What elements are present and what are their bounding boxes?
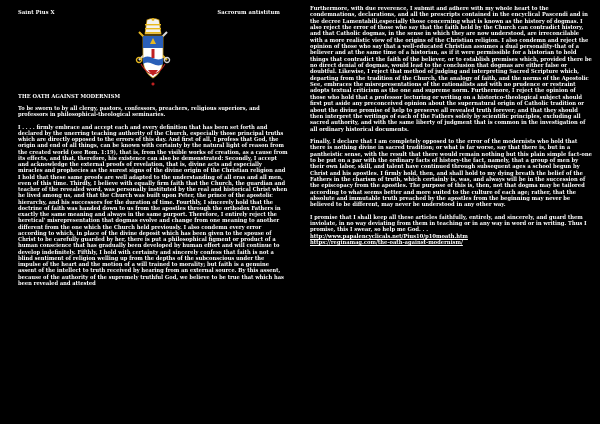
papal-coat-of-arms-icon: [135, 18, 171, 90]
left-column: [18, 10, 288, 422]
intro-paragraph: To be sworn to by all clergy, pastors, confessors, preachers, religious superiors, and professors in philosophical-theological seminaries.: [18, 106, 260, 119]
oath-paragraph-furthermore: Furthermore, with due reverence, I submit and adhere with my whole heart to the condemnations, declarations, and all the prescripts contained in the encyclical Pascendi and in the decree Lamentabili,especially those concerning what is known as the history of dogmas. I also reject the error of those who say that the faith held by the Church can contradict history, and that Catholic dogmas, in the sense in which they are now understood, are irreconcilable with a more realistic view of the origins of the Christian religion. I also condemn and reject the opinion of those who say that a well-educated Christian assumes a dual personality-that of a believer and at the same time of a historian, as if it were permissible for a historian to hold things that contradict the faith of the believer, or to establish premises which, provided there be no direct denial of dogmas, would lead to the conclusion that dogmas are either false or doubtful. Likewise, I reject that method of judging and interpreting Sacred Scripture which, departing from the tradition of the Church, the analogy of faith, and the norms of the Apostolic See, embraces the misrepresentations of the rationalists and with no prudence or restraint adopts textual criticism as the one and supreme norm. Furthermore, I reject the opinion of those who hold that a professor lecturing or writing on a historico-theological subject should first put aside any preconceived opinion about the supernatural origin of Catholic tradition or about the divine promise of help to preserve all revealed truth forever; and that they should then interpret the writings of each of the Fathers solely by scientific principles, excluding all sacred authority, and with the same liberty of judgment that is common in the investigation of all ordinary historical documents.: [310, 6, 592, 133]
oath-paragraph-finally: Finally, I declare that I am completely opposed to the error of the modernists who hold that there is nothing divine in sacred tradition; or what is far worse, say that there is, but in a pantheistic sense, with the result that there would remain nothing but this plain simple fact-one to be put on a par with the ordinary facts of history-the fact, namely, that a group of men by their own labor, skill, and talent have continued through subsequent ages a school begun by Christ and his apostles. I firmly hold, then, and shall hold to my dying breath the belief of the Fathers in the charism of truth, which certainly is, was, and always will be in the succession of the episcopacy from the apostles. The purpose of this is, then, not that dogma may be tailored according to what seems better and more suited to the culture of each age; rather, that the absolute and immutable truth preached by the apostles from the beginning may never be believed to be different, may never be understood in any other way.: [310, 138, 592, 209]
source-link-papalencyclicals[interactable]: http://www.papalencyclicals.net/Pius10/p10moath.htm: [310, 233, 468, 240]
source-link-reginamag[interactable]: https://reginamag.com/the-oath-against-modernism/: [310, 240, 463, 247]
page-header: [18, 10, 288, 16]
oath-paragraph-promise: I promise that I shall keep all these articles faithfully, entirely, and sincerely, and guard them inviolate, in no way deviating from them in teaching or in any way in word or in writing. Thus I promise, this I swear, so help me God. . .: [310, 214, 587, 234]
header-left-text: Saint Pius X: [18, 10, 55, 16]
right-column: [310, 6, 592, 422]
document-title: THE OATH AGAINST MODERNISM: [18, 94, 121, 100]
oath-body-paragraph: I . . . . firmly embrace and accept each and every definition that has been set forth and declared by the unerring teaching authority of the Church, especially those principal truths which are directly opposed to the errors of this day. And first of all, I profess that God, the origin and end of all things, can be known with certainty by the natural light of reason from the created world (see Rom. 1:19), that is, from the visible works of creation, as a cause from its effects, and that, therefore, his existence can also be demonstrated: Secondly, I accept and acknowledge the external proofs of revelation, that is, divine acts and especially miracles and prophecies as the surest signs of the divine origin of the Christian religion and I hold that these same proofs are well adapted to the understanding of all eras and all men, even of this time. Thirdly, I believe with equally firm faith that the Church, the guardian and teacher of the revealed word, was personally instituted by the real and historical Christ when he lived among us, and that the Church was built upon Peter, the prince of the apostolic hierarchy, and his successors for the duration of time. Fourthly, I sincerely hold that the doctrine of faith was handed down to us from the apostles through the orthodox Fathers in exactly the same meaning and always in the same purport. Therefore, I entirely reject the heretical' misrepresentation that dogmas evolve and change from one meaning to another different from the one which the Church held previously. I also condemn every error according to which, in place of the divine deposit which has been given to the spouse of Christ to be carefully guarded by her, there is put a philosophical figment or product of a human conscience that has gradually been developed by human effort and will continue to develop indefinitely. Fifthly, I hold with certainty and sincerely confess that faith is not a blind sentiment of religion welling up from the depths of the subconscious under the impulse of the heart and the motion of a will trained to morality; but faith is a genuine assent of the intellect to truth received by hearing from an external source. By this assent, because of the authority of the supremely truthful God, we believe to be true that which has been revealed and attested: [18, 124, 288, 287]
header-right-text: Sacrorum antistitum: [217, 10, 280, 16]
emblem-wrap: [18, 18, 288, 90]
